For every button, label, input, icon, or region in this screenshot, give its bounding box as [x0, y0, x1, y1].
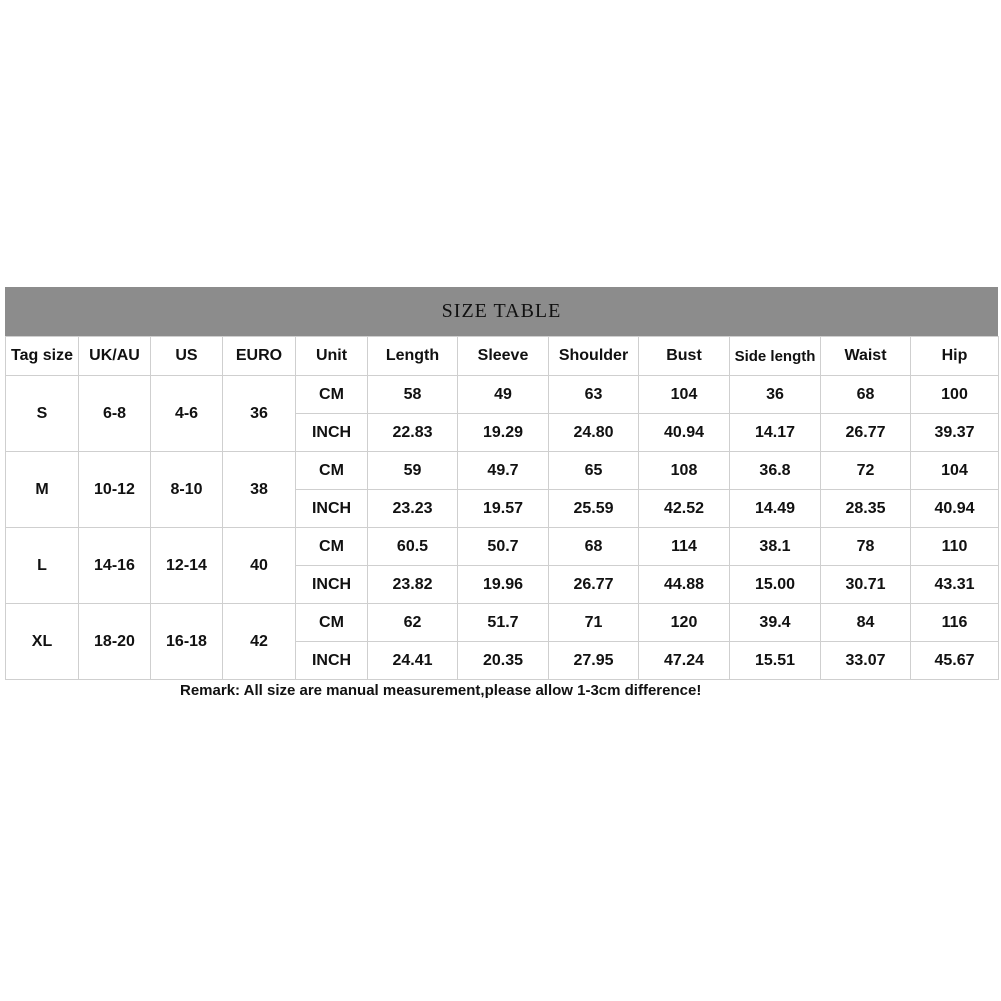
sleeve-cell: 51.7 — [458, 604, 549, 642]
hip-cell: 116 — [911, 604, 999, 642]
header-sleeve: Sleeve — [458, 337, 549, 376]
bust-cell: 120 — [639, 604, 730, 642]
length-cell: 62 — [368, 604, 458, 642]
us-cell: 4-6 — [151, 376, 223, 452]
length-cell: 22.83 — [368, 414, 458, 452]
unit-cell: INCH — [296, 566, 368, 604]
shoulder-cell: 63 — [549, 376, 639, 414]
side-length-cell: 36 — [730, 376, 821, 414]
bust-cell: 42.52 — [639, 490, 730, 528]
shoulder-cell: 24.80 — [549, 414, 639, 452]
header-length: Length — [368, 337, 458, 376]
side-length-cell: 39.4 — [730, 604, 821, 642]
hip-cell: 104 — [911, 452, 999, 490]
length-cell: 23.23 — [368, 490, 458, 528]
remark-note: Remark: All size are manual measurement,please allow 1-3cm difference! — [180, 682, 702, 699]
euro-cell: 38 — [223, 452, 296, 528]
us-cell: 8-10 — [151, 452, 223, 528]
tag-size-cell: XL — [6, 604, 79, 680]
table-row — [6, 528, 999, 566]
length-cell: 24.41 — [368, 642, 458, 680]
hip-cell: 40.94 — [911, 490, 999, 528]
header-side-length: Side length — [730, 337, 821, 376]
header-waist: Waist — [821, 337, 911, 376]
length-cell: 58 — [368, 376, 458, 414]
uk-au-cell: 14-16 — [79, 528, 151, 604]
waist-cell: 26.77 — [821, 414, 911, 452]
uk-au-cell: 18-20 — [79, 604, 151, 680]
shoulder-cell: 65 — [549, 452, 639, 490]
euro-cell: 40 — [223, 528, 296, 604]
sleeve-cell: 49.7 — [458, 452, 549, 490]
table-row — [6, 376, 999, 414]
hip-cell: 110 — [911, 528, 999, 566]
side-length-cell: 36.8 — [730, 452, 821, 490]
bust-cell: 114 — [639, 528, 730, 566]
header-tag-size: Tag size — [6, 337, 79, 376]
side-length-cell: 15.00 — [730, 566, 821, 604]
header-bust: Bust — [639, 337, 730, 376]
unit-cell: INCH — [296, 490, 368, 528]
header-row — [6, 337, 999, 376]
unit-cell: CM — [296, 452, 368, 490]
side-length-cell: 14.17 — [730, 414, 821, 452]
side-length-cell: 38.1 — [730, 528, 821, 566]
table-row — [6, 604, 999, 642]
length-cell: 60.5 — [368, 528, 458, 566]
sleeve-cell: 20.35 — [458, 642, 549, 680]
shoulder-cell: 71 — [549, 604, 639, 642]
shoulder-cell: 25.59 — [549, 490, 639, 528]
header-us: US — [151, 337, 223, 376]
us-cell: 12-14 — [151, 528, 223, 604]
tag-size-cell: L — [6, 528, 79, 604]
uk-au-cell: 6-8 — [79, 376, 151, 452]
hip-cell: 43.31 — [911, 566, 999, 604]
bust-cell: 47.24 — [639, 642, 730, 680]
waist-cell: 78 — [821, 528, 911, 566]
uk-au-cell: 10-12 — [79, 452, 151, 528]
length-cell: 23.82 — [368, 566, 458, 604]
shoulder-cell: 26.77 — [549, 566, 639, 604]
header-hip: Hip — [911, 337, 999, 376]
hip-cell: 100 — [911, 376, 999, 414]
side-length-cell: 15.51 — [730, 642, 821, 680]
header-euro: EURO — [223, 337, 296, 376]
tag-size-cell: S — [6, 376, 79, 452]
header-shoulder: Shoulder — [549, 337, 639, 376]
bust-cell: 40.94 — [639, 414, 730, 452]
shoulder-cell: 68 — [549, 528, 639, 566]
side-length-cell: 14.49 — [730, 490, 821, 528]
bust-cell: 104 — [639, 376, 730, 414]
size-chart-table — [5, 336, 999, 680]
bust-cell: 108 — [639, 452, 730, 490]
unit-cell: CM — [296, 604, 368, 642]
header-unit: Unit — [296, 337, 368, 376]
euro-cell: 36 — [223, 376, 296, 452]
table-row — [6, 452, 999, 490]
hip-cell: 39.37 — [911, 414, 999, 452]
shoulder-cell: 27.95 — [549, 642, 639, 680]
euro-cell: 42 — [223, 604, 296, 680]
unit-cell: CM — [296, 376, 368, 414]
waist-cell: 33.07 — [821, 642, 911, 680]
bust-cell: 44.88 — [639, 566, 730, 604]
sleeve-cell: 19.29 — [458, 414, 549, 452]
sleeve-cell: 49 — [458, 376, 549, 414]
size-table — [5, 287, 998, 699]
sleeve-cell: 50.7 — [458, 528, 549, 566]
unit-cell: CM — [296, 528, 368, 566]
tag-size-cell: M — [6, 452, 79, 528]
unit-cell: INCH — [296, 642, 368, 680]
hip-cell: 45.67 — [911, 642, 999, 680]
waist-cell: 30.71 — [821, 566, 911, 604]
waist-cell: 68 — [821, 376, 911, 414]
length-cell: 59 — [368, 452, 458, 490]
unit-cell: INCH — [296, 414, 368, 452]
sleeve-cell: 19.57 — [458, 490, 549, 528]
waist-cell: 84 — [821, 604, 911, 642]
sleeve-cell: 19.96 — [458, 566, 549, 604]
waist-cell: 28.35 — [821, 490, 911, 528]
size-table-title: SIZE TABLE — [5, 287, 998, 336]
us-cell: 16-18 — [151, 604, 223, 680]
waist-cell: 72 — [821, 452, 911, 490]
header-uk-au: UK/AU — [79, 337, 151, 376]
